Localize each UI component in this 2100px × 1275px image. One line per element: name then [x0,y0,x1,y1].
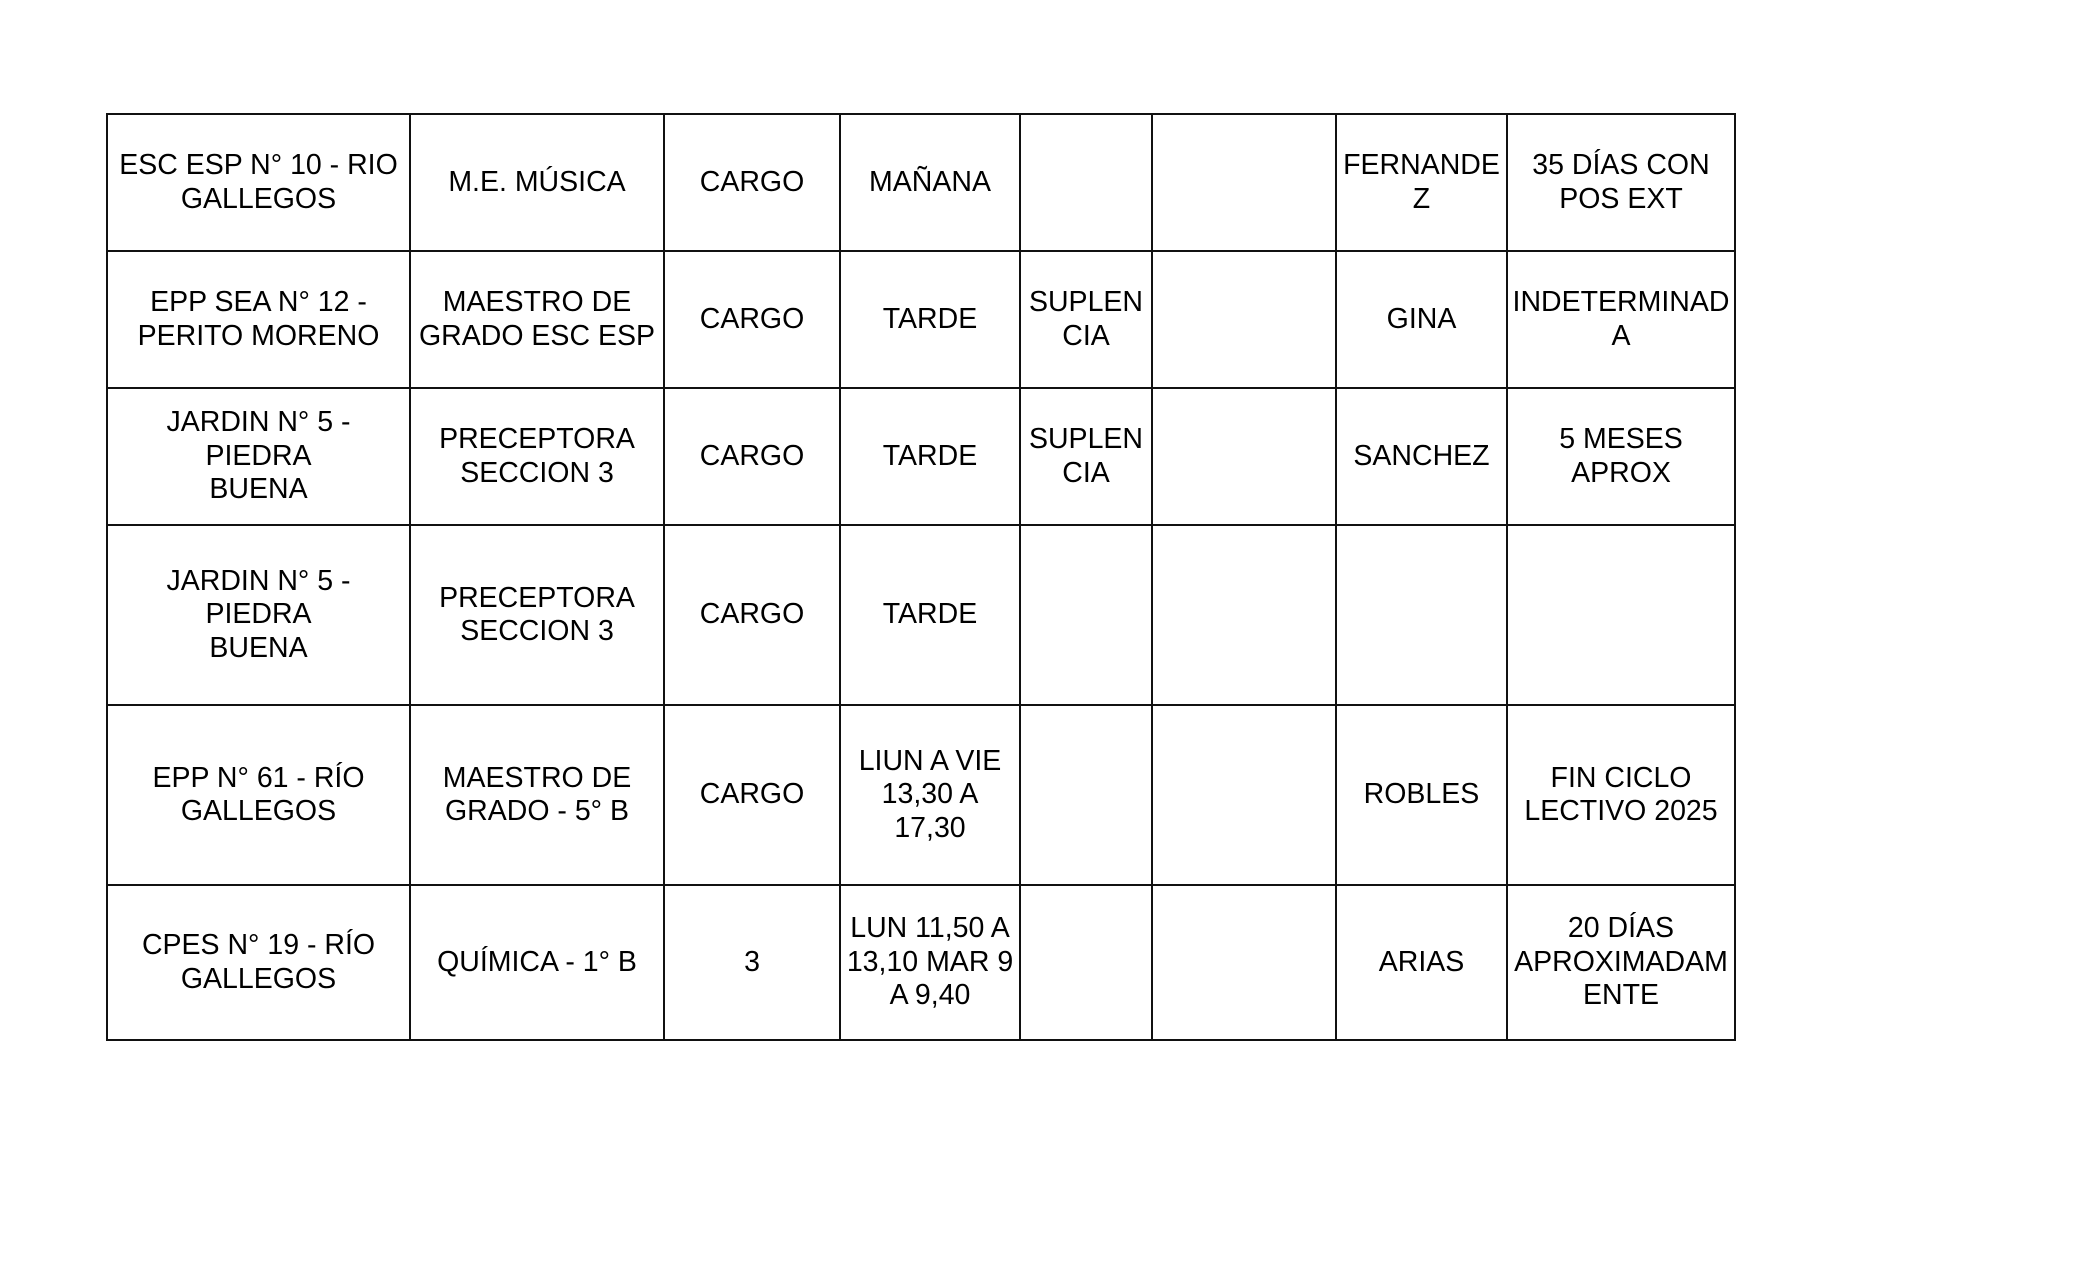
cell-text: PRECEPTORA SECCION 3 [439,581,635,647]
extra-cell [1152,251,1336,388]
cell-text: ARIAS [1378,945,1465,978]
cell-text: 5 MESES APROX [1559,423,1683,489]
schedule-cell [840,885,1020,1040]
cell-text: EPP SEA N° 12 - PERITO MORENO [137,286,380,352]
cell-text: 20 DÍAS APROXIMADAM ENTE [1514,912,1728,1012]
extra-cell [1152,705,1336,885]
cell-text: CARGO [699,598,805,631]
cell-text: SUPLEN CIA [1028,423,1144,489]
cell-text: MAESTRO DE GRADO ESC ESP [419,286,655,352]
cell-text: CARGO [699,165,805,198]
surname-cell [1336,525,1507,705]
situation-cell [1020,388,1152,525]
extra-cell [1152,388,1336,525]
cell-text: M.E. MÚSICA [448,165,626,198]
cell-text: 35 DÍAS CON POS EXT [1532,149,1710,215]
schedule-cell [840,705,1020,885]
cell-text: MAÑANA [869,165,991,198]
type-cell [664,388,840,525]
table-row [107,525,1735,705]
school-cell [107,251,410,388]
school-cell [107,705,410,885]
table-row [107,388,1735,525]
table-row [107,251,1735,388]
position-cell [410,388,664,525]
situation-cell [1020,525,1152,705]
situation-cell [1020,705,1152,885]
cell-text: INDETERMINAD A [1512,286,1730,352]
position-cell [410,114,664,251]
cell-text: JARDIN N° 5 - PIEDRA BUENA [166,406,351,506]
position-cell [410,705,664,885]
position-cell [410,885,664,1040]
cell-text: CARGO [699,302,805,335]
cell-text: SANCHEZ [1353,439,1490,472]
situation-cell [1020,885,1152,1040]
extra-cell [1152,525,1336,705]
cell-text: SUPLEN CIA [1028,286,1144,352]
cell-text: CPES N° 19 - RÍO GALLEGOS [141,929,376,995]
table-row [107,114,1735,251]
duration-cell [1507,114,1735,251]
schedule-cell [840,251,1020,388]
schedule-cell [840,114,1020,251]
cell-text: GINA [1386,302,1457,335]
type-cell [664,885,840,1040]
school-cell [107,114,410,251]
cell-text: 3 [744,945,760,978]
cell-text: TARDE [882,439,978,472]
type-cell [664,525,840,705]
type-cell [664,251,840,388]
cell-text: CARGO [699,439,805,472]
school-cell [107,525,410,705]
surname-cell [1336,251,1507,388]
surname-cell [1336,885,1507,1040]
cell-text: TARDE [882,302,978,335]
table-row [107,885,1735,1040]
cell-text: ESC ESP N° 10 - RIO GALLEGOS [119,149,398,215]
vacancy-table [106,113,1736,1041]
cell-text: CARGO [699,778,805,811]
cell-text: LUN 11,50 A 13,10 MAR 9 A 9,40 [846,912,1014,1012]
duration-cell [1507,251,1735,388]
table-row [107,705,1735,885]
surname-cell [1336,388,1507,525]
cell-text: MAESTRO DE GRADO - 5° B [442,761,632,827]
type-cell [664,114,840,251]
surname-cell [1336,114,1507,251]
position-cell [410,525,664,705]
duration-cell [1507,885,1735,1040]
cell-text: JARDIN N° 5 - PIEDRA BUENA [166,564,351,664]
cell-text: LIUN A VIE 13,30 A 17,30 [858,744,1002,844]
surname-cell [1336,705,1507,885]
situation-cell [1020,251,1152,388]
duration-cell [1507,388,1735,525]
schedule-cell [840,525,1020,705]
type-cell [664,705,840,885]
position-cell [410,251,664,388]
schedule-cell [840,388,1020,525]
school-cell [107,885,410,1040]
cell-text: EPP N° 61 - RÍO GALLEGOS [152,761,365,827]
extra-cell [1152,885,1336,1040]
extra-cell [1152,114,1336,251]
cell-text: FERNANDE Z [1343,149,1500,215]
cell-text: PRECEPTORA SECCION 3 [439,423,635,489]
cell-text: QUÍMICA - 1° B [437,945,637,978]
cell-text: FIN CICLO LECTIVO 2025 [1524,761,1718,827]
cell-text: ROBLES [1363,778,1480,811]
duration-cell [1507,705,1735,885]
cell-text: TARDE [882,598,978,631]
school-cell [107,388,410,525]
table-body [107,114,1735,1040]
situation-cell [1020,114,1152,251]
duration-cell [1507,525,1735,705]
